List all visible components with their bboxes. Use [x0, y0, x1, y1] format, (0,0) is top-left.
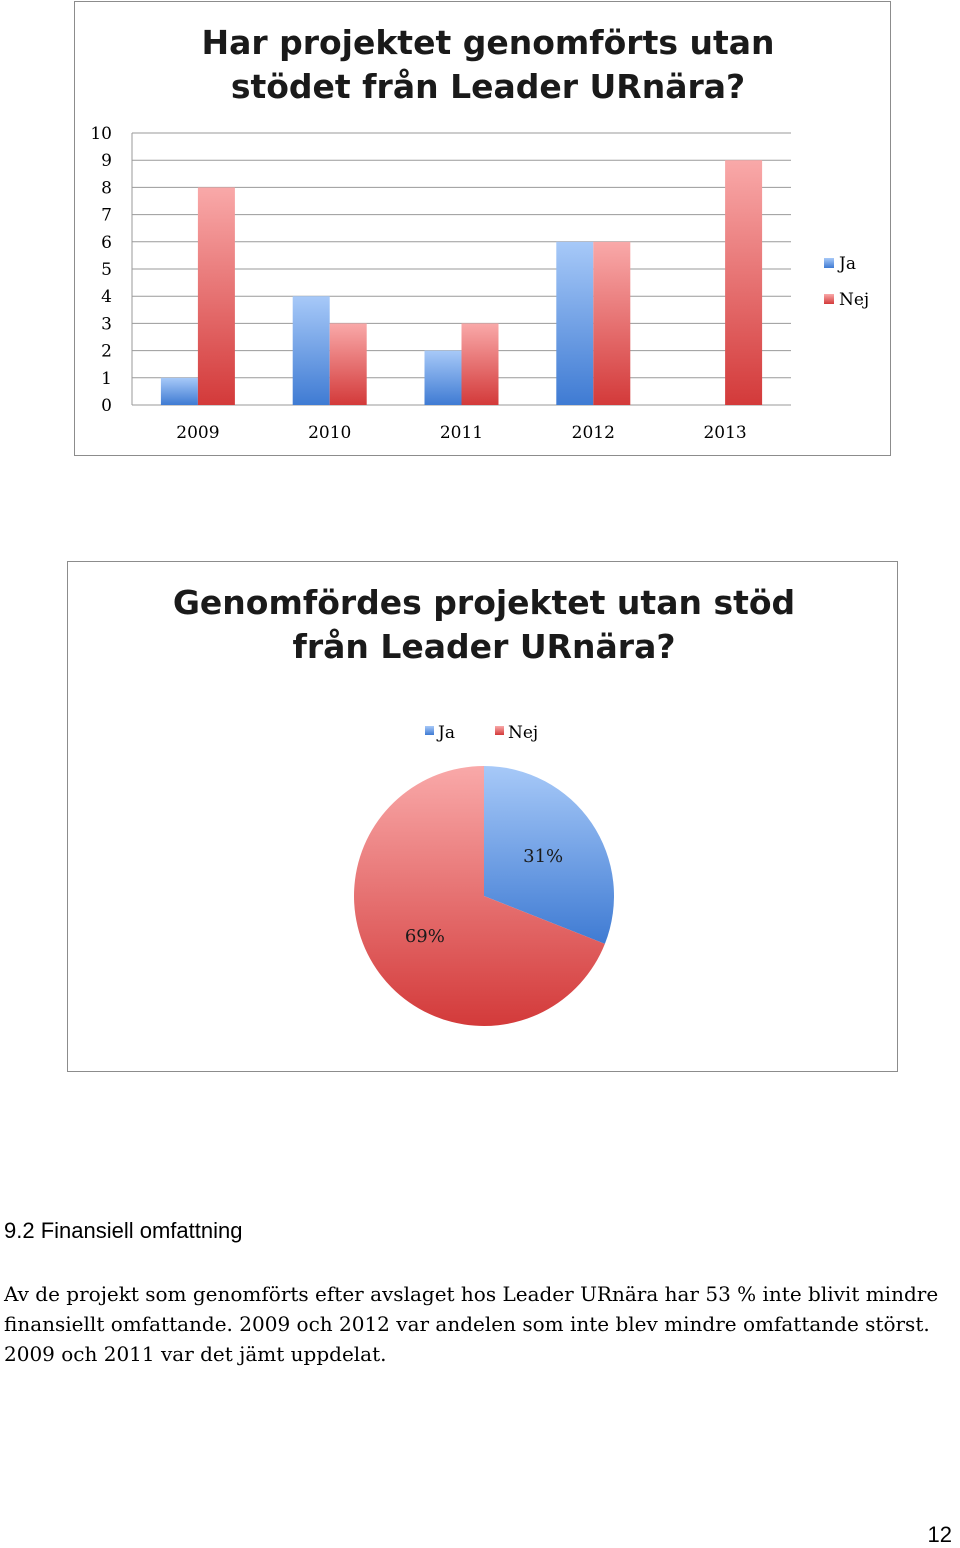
x-tick-label: 2010 — [308, 423, 352, 443]
bar-ja-2010 — [293, 296, 330, 405]
x-tick-label: 2012 — [571, 423, 615, 443]
legend-label-nej: Nej — [839, 290, 870, 310]
bar-nej-2009 — [198, 187, 235, 405]
legend-swatch-nej — [824, 294, 834, 304]
legend-swatch-ja — [425, 726, 434, 735]
y-tick-label: 2 — [101, 341, 112, 362]
legend-label-ja: Ja — [839, 254, 856, 274]
page-number: 12 — [927, 1522, 952, 1547]
y-tick-label: 4 — [101, 287, 112, 308]
x-tick-label: 2009 — [176, 423, 220, 443]
body-paragraph: Av de projekt som genomförts efter avslaget hos Leader URnära har 53 % inte blivit mindre finansiellt omfattande. 2009 och 2012 var andelen som inte blev mindre omfattande störst. 2009 och 2011 var det jämt uppdelat. — [4, 1282, 939, 1366]
bar-chart-svg — [75, 2, 892, 457]
y-tick-label: 1 — [101, 368, 112, 389]
y-tick-label: 9 — [101, 151, 112, 172]
legend-label-ja: Ja — [438, 723, 455, 743]
y-tick-label: 5 — [101, 260, 112, 280]
pie-chart-title-line1: Genomfördes projektet utan stöd — [172, 583, 796, 622]
legend-label-nej: Nej — [508, 723, 539, 743]
pie-chart — [67, 561, 898, 1072]
y-tick-label: 3 — [101, 314, 112, 335]
pie-data-label-nej: 69% — [404, 926, 445, 948]
y-tick-label: 10 — [90, 124, 112, 144]
bar-chart — [74, 1, 891, 456]
section-heading: 9.2 Finansiell omfattning — [4, 1218, 243, 1243]
bar-chart-title-line1: Har projektet genomförts utan — [201, 23, 775, 62]
legend-swatch-nej — [495, 726, 504, 735]
x-tick-label: 2013 — [703, 423, 747, 443]
pie-chart-title-line2: från Leader URnära? — [292, 627, 676, 666]
y-tick-label: 6 — [101, 232, 112, 253]
y-tick-label: 7 — [101, 205, 112, 226]
bar-nej-2010 — [330, 323, 367, 405]
bar-ja-2012 — [556, 242, 593, 405]
pie-chart-svg — [68, 562, 899, 1073]
bar-nej-2013 — [725, 160, 762, 405]
y-tick-label: 8 — [101, 178, 112, 199]
bar-nej-2011 — [462, 323, 499, 405]
legend-swatch-ja — [824, 258, 834, 268]
y-tick-label: 0 — [101, 396, 112, 416]
bar-ja-2009 — [161, 378, 198, 405]
pie-data-label-ja: 31% — [523, 845, 564, 867]
bar-chart-title-line2: stödet från Leader URnära? — [230, 67, 746, 106]
x-tick-label: 2011 — [439, 423, 484, 443]
bar-ja-2011 — [425, 351, 462, 405]
bar-nej-2012 — [593, 242, 630, 405]
